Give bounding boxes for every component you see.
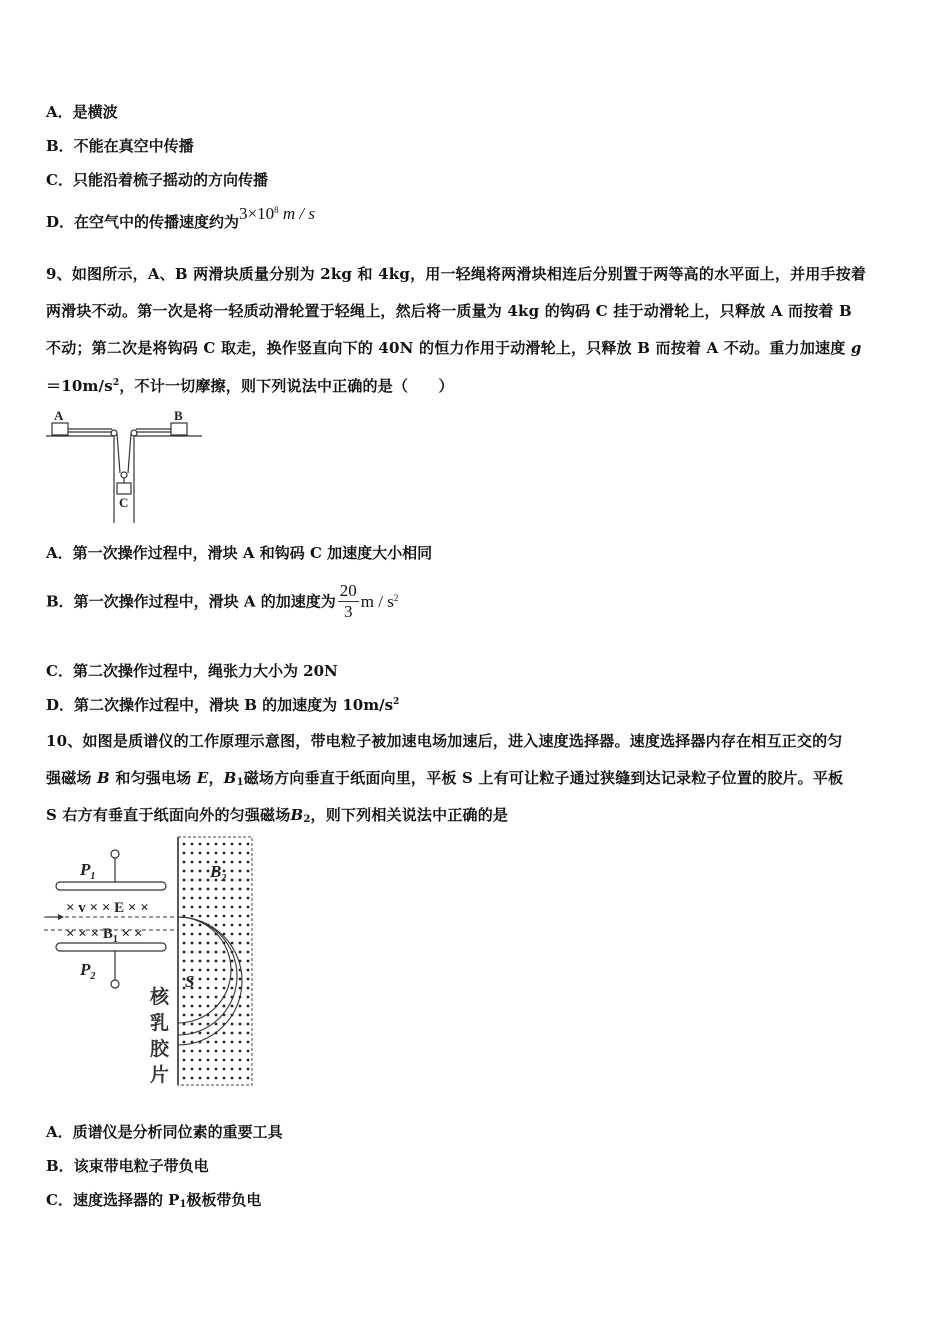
label-p2: $P_2$ [80, 960, 96, 982]
q9-option-d-text: D．第二次操作过程中，滑块 B 的加速度为 10m/s [46, 696, 394, 714]
field-dot [199, 843, 202, 846]
field-dot [215, 906, 218, 909]
field-dot [239, 906, 242, 909]
q10-l2-E: E [196, 769, 209, 787]
field-dot [223, 897, 226, 900]
field-dot [207, 852, 210, 855]
field-dot [191, 924, 194, 927]
field-dot [199, 924, 202, 927]
field-dot [207, 1077, 210, 1080]
field-dot [191, 960, 194, 963]
q10-l2-B: B [97, 769, 110, 787]
field-dot [199, 861, 202, 864]
field-dot [231, 906, 234, 909]
field-dot [215, 987, 218, 990]
p1-terminal [111, 850, 119, 858]
field-dot [199, 1050, 202, 1053]
field-dot [231, 978, 234, 981]
q8-option-d-text: D．在空气中的传播速度约为 [46, 213, 240, 231]
q8-option-b: B．不能在真空中传播 [46, 137, 194, 155]
q10-stem-line-2 [46, 768, 843, 788]
field-dot [199, 969, 202, 972]
field-dot [191, 861, 194, 864]
q9-option-b-text: B．第一次操作过程中，滑块 A 的加速度为 [46, 592, 336, 611]
e-field-row: × v × × E × × [66, 900, 149, 916]
field-dot [191, 1068, 194, 1071]
formula-exp: 8 [274, 205, 279, 215]
film-label-3: 胶 [150, 1039, 170, 1060]
field-dot [223, 1050, 226, 1053]
field-dot [247, 1014, 250, 1017]
field-dot [239, 861, 242, 864]
field-dot [199, 879, 202, 882]
field-dot [199, 978, 202, 981]
field-dot [215, 942, 218, 945]
field-dot [183, 1032, 186, 1035]
q10-l2-B1-sub: 1 [236, 777, 244, 788]
q10-l3-B2: B [290, 806, 304, 824]
block-b [171, 423, 187, 435]
field-dot [247, 969, 250, 972]
field-dot [199, 1068, 202, 1071]
field-dot [231, 933, 234, 936]
q9-g-symbol: g [850, 339, 862, 357]
field-dot [183, 969, 186, 972]
q10-option-b: B．该束带电粒子带负电 [46, 1157, 209, 1175]
field-dot [191, 1077, 194, 1080]
field-dot [215, 960, 218, 963]
field-dot [199, 1014, 202, 1017]
fraction-denominator: 3 [344, 602, 353, 621]
field-dot [223, 1005, 226, 1008]
field-dot [239, 852, 242, 855]
field-dot [191, 1023, 194, 1026]
field-dot [247, 1059, 250, 1062]
film-label-4: 片 [150, 1065, 170, 1086]
field-dot [207, 1068, 210, 1071]
field-dot [231, 1023, 234, 1026]
q9-stem-line-2: 两滑块不动。第一次是将一轻质动滑轮置于轻绳上，然后将一质量为 4kg 的钩码 C 挂于动滑轮上，只释放 A 而按着 B [46, 302, 852, 320]
field-dot [207, 1005, 210, 1008]
field-dot [223, 915, 226, 918]
field-dot [231, 897, 234, 900]
field-dot [215, 1077, 218, 1080]
q9-g-value: ＝10m/s [46, 377, 113, 395]
field-dot [223, 861, 226, 864]
field-dot [215, 888, 218, 891]
field-dot [215, 924, 218, 927]
q9-option-b-unit [361, 592, 399, 611]
field-dot [239, 1050, 242, 1053]
field-dot [215, 1050, 218, 1053]
field-dot [199, 960, 202, 963]
q10-l2-c: ， [208, 769, 224, 787]
field-dot [231, 870, 234, 873]
field-dot [247, 906, 250, 909]
field-dot [223, 978, 226, 981]
field-dot [207, 1059, 210, 1062]
field-dot [207, 969, 210, 972]
q10-option-c-text: C．速度选择器的 P [46, 1191, 180, 1209]
field-dot [231, 879, 234, 882]
field-dot [183, 1077, 186, 1080]
field-dot [247, 915, 250, 918]
field-dot [183, 888, 186, 891]
q10-stem-line-1: 10、如图是质谱仪的工作原理示意图，带电粒子被加速电场加速后，进入速度选择器。速度选择器内存在相互正交的匀 [46, 732, 843, 750]
field-dot [207, 987, 210, 990]
q10-option-a: A．质谱仪是分析同位素的重要工具 [46, 1123, 283, 1141]
field-dot [223, 960, 226, 963]
field-dot [231, 915, 234, 918]
field-dot [223, 888, 226, 891]
formula-coef: 3×10 [239, 204, 275, 223]
field-dot [199, 1077, 202, 1080]
field-dot [239, 942, 242, 945]
field-dot [239, 1068, 242, 1071]
field-dot [183, 960, 186, 963]
field-dot [199, 987, 202, 990]
field-dot [207, 1050, 210, 1053]
q8-option-a: A．是横波 [46, 103, 118, 121]
field-dot [239, 987, 242, 990]
field-dot [199, 933, 202, 936]
field-dot [223, 852, 226, 855]
field-dot [247, 1041, 250, 1044]
field-dot [207, 942, 210, 945]
q8-option-d-formula [239, 204, 315, 223]
label-c: C [119, 495, 129, 510]
field-dot [191, 888, 194, 891]
field-dot [199, 1032, 202, 1035]
field-dot [199, 870, 202, 873]
field-dot [191, 897, 194, 900]
field-dot [231, 843, 234, 846]
field-dot [247, 861, 250, 864]
plate-p2 [56, 943, 166, 951]
p2-terminal [111, 980, 119, 988]
field-dot [207, 996, 210, 999]
field-dot [183, 1014, 186, 1017]
field-dot [231, 1068, 234, 1071]
field-dot [207, 879, 210, 882]
field-dot [231, 1050, 234, 1053]
field-dot [223, 951, 226, 954]
field-dot [183, 1068, 186, 1071]
field-dot [215, 1068, 218, 1071]
field-dot [207, 933, 210, 936]
field-dot [183, 906, 186, 909]
field-dot [247, 951, 250, 954]
field-dot [239, 1077, 242, 1080]
field-dot [247, 996, 250, 999]
q9-option-b-fraction [338, 581, 359, 622]
field-dot [215, 843, 218, 846]
field-dot [199, 1023, 202, 1026]
field-dot [215, 852, 218, 855]
field-dot [199, 996, 202, 999]
field-dot [223, 1059, 226, 1062]
field-dot [215, 897, 218, 900]
field-dot [223, 1068, 226, 1071]
field-dot [199, 1005, 202, 1008]
q8-option-d [46, 204, 315, 232]
field-dot [247, 978, 250, 981]
field-dot [207, 861, 210, 864]
field-dot [183, 933, 186, 936]
field-dot [247, 942, 250, 945]
field-dot [215, 1059, 218, 1062]
field-dot [231, 888, 234, 891]
field-dot [183, 942, 186, 945]
field-dot [239, 843, 242, 846]
field-dot [247, 879, 250, 882]
field-dot [239, 1041, 242, 1044]
field-dot [239, 1005, 242, 1008]
field-dot [239, 888, 242, 891]
field-dot [215, 915, 218, 918]
field-dot [207, 951, 210, 954]
field-dot [207, 897, 210, 900]
field-dot [207, 978, 210, 981]
weight-c [117, 483, 131, 494]
q9-line4-text: ，不计一切摩擦，则下列说法中正确的是（ ） [119, 377, 454, 395]
field-dot [223, 870, 226, 873]
field-dot [223, 1032, 226, 1035]
rope-down-right [128, 434, 131, 473]
field-dot [199, 888, 202, 891]
field-dot [239, 879, 242, 882]
field-dot [239, 933, 242, 936]
field-dot [215, 951, 218, 954]
field-dot [191, 879, 194, 882]
field-dot [215, 1041, 218, 1044]
q10-l3-B2-sub: 2 [303, 814, 311, 825]
field-dot [239, 897, 242, 900]
field-dot [199, 852, 202, 855]
field-dot [183, 897, 186, 900]
field-dot [207, 906, 210, 909]
field-dot [191, 870, 194, 873]
field-dot [247, 843, 250, 846]
field-dot [199, 906, 202, 909]
field-dot [191, 996, 194, 999]
field-dot [199, 1059, 202, 1062]
q10-l3-a: S 右方有垂直于纸面向外的匀强磁场 [46, 806, 291, 824]
q10-l2-a: 强磁场 [46, 769, 92, 787]
field-dot [191, 942, 194, 945]
label-s: S [185, 972, 195, 991]
label-p1: $P_1$ [80, 860, 96, 882]
field-dot [231, 1041, 234, 1044]
field-dot [199, 951, 202, 954]
field-dot [207, 960, 210, 963]
label-b: B [174, 408, 183, 423]
field-dot [231, 942, 234, 945]
label-a: A [54, 408, 64, 423]
label-b2: $B_2$ [210, 862, 227, 884]
field-dot [247, 987, 250, 990]
field-dot [183, 843, 186, 846]
field-dot [231, 852, 234, 855]
field-dot [247, 1032, 250, 1035]
field-dot [183, 870, 186, 873]
q9-pulley-figure [44, 405, 204, 525]
q9-stem-line-3 [46, 338, 862, 358]
field-dot [191, 969, 194, 972]
field-dot [215, 969, 218, 972]
q9-option-b [46, 581, 398, 625]
film-label-1: 核 [150, 987, 170, 1008]
field-dot [223, 969, 226, 972]
q9-line3-text: 不动；第二次是将钩码 C 取走，换作竖直向下的 40N 的恒力作用于动滑轮上，只释放 B 而按着 A 不动。重力加速度 [46, 339, 846, 357]
field-dot [231, 987, 234, 990]
field-dot [239, 915, 242, 918]
field-dot [239, 1014, 242, 1017]
field-dot [183, 951, 186, 954]
field-dot [247, 924, 250, 927]
field-dot [215, 1023, 218, 1026]
field-dot [183, 1005, 186, 1008]
field-dot [247, 852, 250, 855]
field-dot [191, 906, 194, 909]
q9-g-exp: 2 [112, 378, 120, 388]
field-dot [207, 870, 210, 873]
fraction-numerator: 20 [339, 581, 357, 600]
field-dot [199, 897, 202, 900]
field-dot [191, 852, 194, 855]
field-dot [183, 1041, 186, 1044]
q10-l3-b: ，则下列相关说法中正确的是 [310, 806, 509, 824]
right-pulley [131, 430, 137, 436]
field-dot [231, 924, 234, 927]
unit-exp: 2 [393, 592, 399, 603]
field-dot [223, 1077, 226, 1080]
field-dot [199, 915, 202, 918]
field-dot [191, 1014, 194, 1017]
field-dot [247, 960, 250, 963]
q9-option-d-exp: 2 [393, 697, 400, 707]
field-dot [191, 1005, 194, 1008]
field-dot [231, 960, 234, 963]
field-dot [247, 888, 250, 891]
b1-field-row: × × × $B_1$ × × [66, 926, 143, 945]
field-dot [247, 1077, 250, 1080]
field-dot [231, 1059, 234, 1062]
field-dot [191, 915, 194, 918]
q10-l2-d: 磁场方向垂直于纸面向里，平板 S 上有可让粒子通过狭缝到达记录粒子位置的胶片。平板 [243, 769, 844, 787]
q10-option-c-text-end: 极板带负电 [186, 1191, 262, 1209]
q9-option-a: A．第一次操作过程中，滑块 A 和钩码 C 加速度大小相同 [46, 544, 433, 562]
field-dot [239, 951, 242, 954]
field-dot [247, 1050, 250, 1053]
field-dot [231, 1077, 234, 1080]
field-dot [223, 987, 226, 990]
field-dot [231, 1005, 234, 1008]
q9-option-d [46, 695, 399, 715]
field-dot [207, 1023, 210, 1026]
field-dot [215, 978, 218, 981]
left-pulley [111, 430, 117, 436]
field-dot [239, 870, 242, 873]
q9-stem-line-1: 9、如图所示，A、B 两滑块质量分别为 2kg 和 4kg，用一轻绳将两滑块相连后分别置于两等高的水平面上，并用手按着 [46, 265, 867, 283]
field-dot [191, 951, 194, 954]
field-dot [239, 924, 242, 927]
field-dot [239, 1059, 242, 1062]
field-dot [191, 1059, 194, 1062]
field-dot [215, 996, 218, 999]
field-dot [183, 1050, 186, 1053]
field-dot [207, 843, 210, 846]
field-dot [199, 942, 202, 945]
film-label-2: 乳 [150, 1013, 170, 1034]
field-dot [215, 1014, 218, 1017]
q10-option-c [46, 1190, 261, 1210]
field-dot [223, 843, 226, 846]
field-dot [223, 924, 226, 927]
field-dot [191, 1050, 194, 1053]
q8-option-c: C．只能沿着梳子摇动的方向传播 [46, 171, 268, 189]
q10-l2-B1: B [223, 769, 237, 787]
q10-stem-line-3 [46, 805, 508, 825]
field-dot [183, 879, 186, 882]
field-dot [191, 843, 194, 846]
field-dot [183, 996, 186, 999]
field-dot [207, 1032, 210, 1035]
field-dot [207, 1041, 210, 1044]
field-dot [207, 888, 210, 891]
block-a [52, 423, 68, 435]
field-dot [223, 906, 226, 909]
field-dot [239, 1032, 242, 1035]
field-dot [183, 924, 186, 927]
formula-unit: m / s [282, 204, 315, 223]
field-dot [239, 1023, 242, 1026]
field-dot [247, 897, 250, 900]
field-dot [183, 1059, 186, 1062]
field-dot [247, 870, 250, 873]
field-dot [247, 1023, 250, 1026]
field-dot [183, 852, 186, 855]
field-dot [239, 978, 242, 981]
moving-pulley [121, 472, 127, 478]
field-dot [247, 1005, 250, 1008]
q10-mass-spectrometer-figure [44, 835, 259, 1090]
field-dot [183, 861, 186, 864]
field-dot [231, 1032, 234, 1035]
q9-stem-line-4 [46, 376, 454, 396]
q10-l2-b: 和匀强电场 [115, 769, 192, 787]
rope-down-left [117, 434, 120, 473]
q10-option-c-sub: 1 [179, 1199, 187, 1210]
field-dot [231, 861, 234, 864]
field-dot [191, 933, 194, 936]
unit-text: m / s [360, 591, 394, 611]
field-dot [223, 1041, 226, 1044]
plate-p1 [56, 882, 166, 890]
q9-option-c: C．第二次操作过程中，绳张力大小为 20N [46, 662, 338, 680]
field-dot [247, 933, 250, 936]
field-dot [207, 915, 210, 918]
field-dot [247, 1068, 250, 1071]
